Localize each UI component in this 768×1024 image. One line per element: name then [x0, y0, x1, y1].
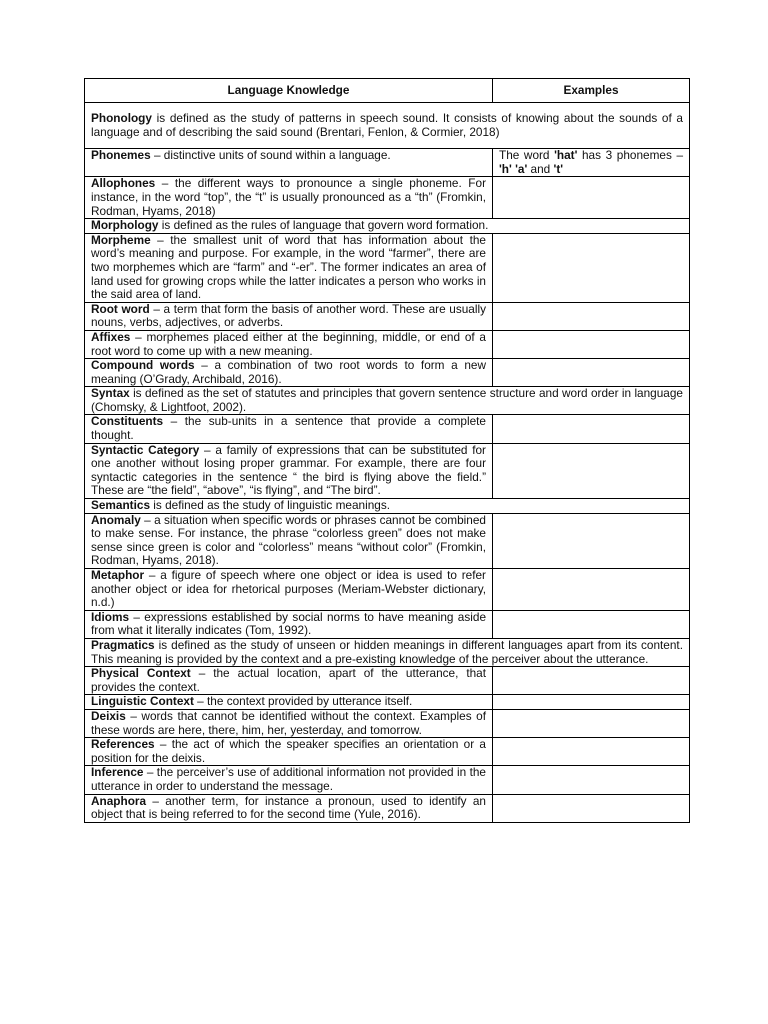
- section-definition: [85, 638, 690, 666]
- definition-text: is defined as the study of patterns in speech sound. It consists of knowing about the sounds of a language and of describing the said sound (Brentari, Fenlon, & Cormier, 2018): [91, 111, 683, 139]
- definition-text: – distinctive units of sound within a language.: [150, 148, 391, 163]
- term-label: Deixis: [91, 708, 126, 723]
- term-label: Metaphor: [91, 568, 145, 582]
- term-label: Semantics: [91, 498, 151, 513]
- example-cell: [493, 415, 690, 443]
- term-definition: [85, 738, 493, 766]
- section-definition: [85, 499, 690, 514]
- example-cell: [493, 738, 690, 766]
- definition-text: – a combination of two root words to form a new meaning (O’Grady, Archibald, 2016).: [91, 358, 486, 386]
- definition-text: – the actual location, apart of the utterance, that provides the context.: [91, 666, 486, 694]
- example-text: 'hat': [554, 148, 578, 163]
- table-row: [85, 177, 690, 219]
- example-text: 't': [553, 161, 564, 176]
- example-cell: [493, 443, 690, 498]
- definition-text: – words that cannot be identified without the context. Examples of these words are here, there, him, her, yesterday, and tomorrow.: [91, 708, 486, 737]
- example-cell: [493, 149, 690, 177]
- example-cell: [493, 695, 690, 710]
- table-row: [85, 667, 690, 695]
- definition-text: – morphemes placed either at the beginning, middle, or end of a root word to come up with a new meaning.: [91, 329, 486, 358]
- table-row: [85, 766, 690, 794]
- term-definition: [85, 302, 493, 330]
- term-definition: [85, 709, 493, 737]
- term-definition: [85, 695, 493, 710]
- definition-text: – the smallest unit of word that has information about the word’s meaning and purpose. For example, in the word “farmer”, there are two morphemes which are “farm” and “-er”. The former indicates an area of land used for growing crops while the latter indicates a person who works in the said area of land.: [91, 232, 486, 302]
- term-label: Anomaly: [91, 512, 141, 527]
- term-label: Syntactic Category: [91, 442, 200, 457]
- definition-text: – the sub-units in a sentence that provide a complete thought.: [91, 414, 486, 443]
- table-row: [85, 794, 690, 822]
- table-row: [85, 513, 690, 568]
- example-cell: [493, 233, 690, 302]
- definition-text: is defined as the study of linguistic meanings.: [150, 498, 391, 513]
- header-language-knowledge: Language Knowledge: [85, 79, 493, 103]
- table-row: [85, 302, 690, 330]
- section-definition: [85, 219, 690, 234]
- table-row: [85, 415, 690, 443]
- term-definition: [85, 569, 493, 611]
- example-cell: [493, 610, 690, 638]
- definition-text: – another term, for instance a pronoun, used to identify an object that is being referred to for the second time (Yule, 2016).: [91, 793, 486, 822]
- example-text: has 3 phonemes –: [577, 148, 684, 163]
- header-examples: Examples: [493, 79, 690, 103]
- definition-text: – a family of expressions that can be substituted for one another without losing proper grammar. For example, there are four syntactic categories in the sentence “ the bird is flying above the field.” These are “the field”, “above”, “is flying”, and “The bird”.: [91, 442, 486, 498]
- term-definition: [85, 794, 493, 822]
- definition-text: – the context provided by utterance itself.: [193, 694, 413, 709]
- section-definition: [85, 387, 690, 415]
- definition-text: is defined as the study of unseen or hidden meanings in different languages apart from its content. This meaning is provided by the context and a pre-existing knowledge of the perceiver about the utterance.: [91, 637, 683, 666]
- table-row: [85, 359, 690, 387]
- term-label: Anaphora: [91, 793, 147, 808]
- term-definition: [85, 667, 493, 695]
- table-row: [85, 695, 690, 710]
- example-cell: [493, 330, 690, 358]
- table-row: [85, 330, 690, 358]
- section-row: [85, 499, 690, 514]
- term-label: Root word: [91, 301, 150, 316]
- table-row: [85, 709, 690, 737]
- table-header-row: [85, 79, 690, 103]
- term-definition: [85, 359, 493, 387]
- term-definition: [85, 177, 493, 219]
- example-cell: [493, 794, 690, 822]
- term-label: Affixes: [91, 329, 131, 344]
- definition-text: – the different ways to pronounce a single phoneme. For instance, in the word “top”, the “t” is usually pronounced as a “th” (Fromkin, Rodman, Hyams, 2018): [91, 176, 486, 218]
- term-definition: [85, 443, 493, 498]
- table-row: [85, 233, 690, 302]
- definition-text: – the perceiver’s use of additional information not provided in the utterance in order to understand the message.: [91, 765, 486, 793]
- term-definition: [85, 330, 493, 358]
- term-label: Morphology: [91, 218, 159, 233]
- term-label: Inference: [91, 765, 144, 780]
- term-label: References: [91, 737, 155, 752]
- term-definition: [85, 149, 493, 177]
- term-label: Allophones: [91, 176, 156, 191]
- definition-text: – a situation when specific words or phrases cannot be combined to make sense. For instance, the phrase “colorless green” does not make sense since green is color and “colorless” means “without color” (Fromkin, Rodman, Hyams, 2018).: [91, 512, 486, 568]
- term-label: Phonemes: [91, 148, 151, 163]
- section-definition: [85, 103, 690, 149]
- example-cell: [493, 709, 690, 737]
- definition-text: – a term that form the basis of another word. These are usually nouns, verbs, adjectives, or adverbs.: [91, 301, 486, 330]
- example-text: 'h' 'a': [499, 161, 528, 176]
- term-label: Idioms: [91, 609, 130, 624]
- example-cell: [493, 302, 690, 330]
- definition-text: is defined as the set of statutes and principles that govern sentence structure and word order in language (Chomsky, & Lightfoot, 2002).: [91, 386, 683, 414]
- term-label: Physical Context: [91, 666, 191, 681]
- section-row: [85, 219, 690, 234]
- term-label: Linguistic Context: [91, 694, 194, 709]
- term-label: Phonology: [91, 111, 152, 125]
- term-definition: [85, 513, 493, 568]
- definition-text: – expressions established by social norms to have meaning aside from what it literally indicates (Tom, 1992).: [91, 609, 486, 638]
- term-label: Compound words: [91, 358, 195, 373]
- table-body: [85, 103, 690, 823]
- example-cell: [493, 667, 690, 695]
- term-label: Pragmatics: [91, 637, 155, 652]
- term-label: Morpheme: [91, 232, 151, 247]
- definition-text: is defined as the rules of language that govern word formation.: [158, 218, 489, 233]
- section-row: [85, 387, 690, 415]
- language-knowledge-table: [84, 78, 690, 823]
- table-row: [85, 569, 690, 611]
- table-row: [85, 610, 690, 638]
- term-definition: [85, 610, 493, 638]
- table-row: [85, 443, 690, 498]
- term-definition: [85, 415, 493, 443]
- section-row: [85, 638, 690, 666]
- example-cell: [493, 359, 690, 387]
- example-text: The word: [499, 148, 555, 163]
- table-row: [85, 149, 690, 177]
- definition-text: – a figure of speech where one object or idea is used to refer another object or idea for rhetorical purposes (Meriam-Webster dictionary, n.d.): [91, 568, 486, 610]
- term-label: Syntax: [91, 386, 130, 401]
- term-definition: [85, 233, 493, 302]
- example-cell: [493, 569, 690, 611]
- example-cell: [493, 766, 690, 794]
- example-cell: [493, 177, 690, 219]
- term-label: Constituents: [91, 414, 164, 429]
- table-row: [85, 738, 690, 766]
- example-text: and: [527, 161, 554, 176]
- term-definition: [85, 766, 493, 794]
- example-cell: [493, 513, 690, 568]
- section-row: [85, 103, 690, 149]
- definition-text: – the act of which the speaker specifies an orientation or a position for the deixis.: [91, 737, 486, 765]
